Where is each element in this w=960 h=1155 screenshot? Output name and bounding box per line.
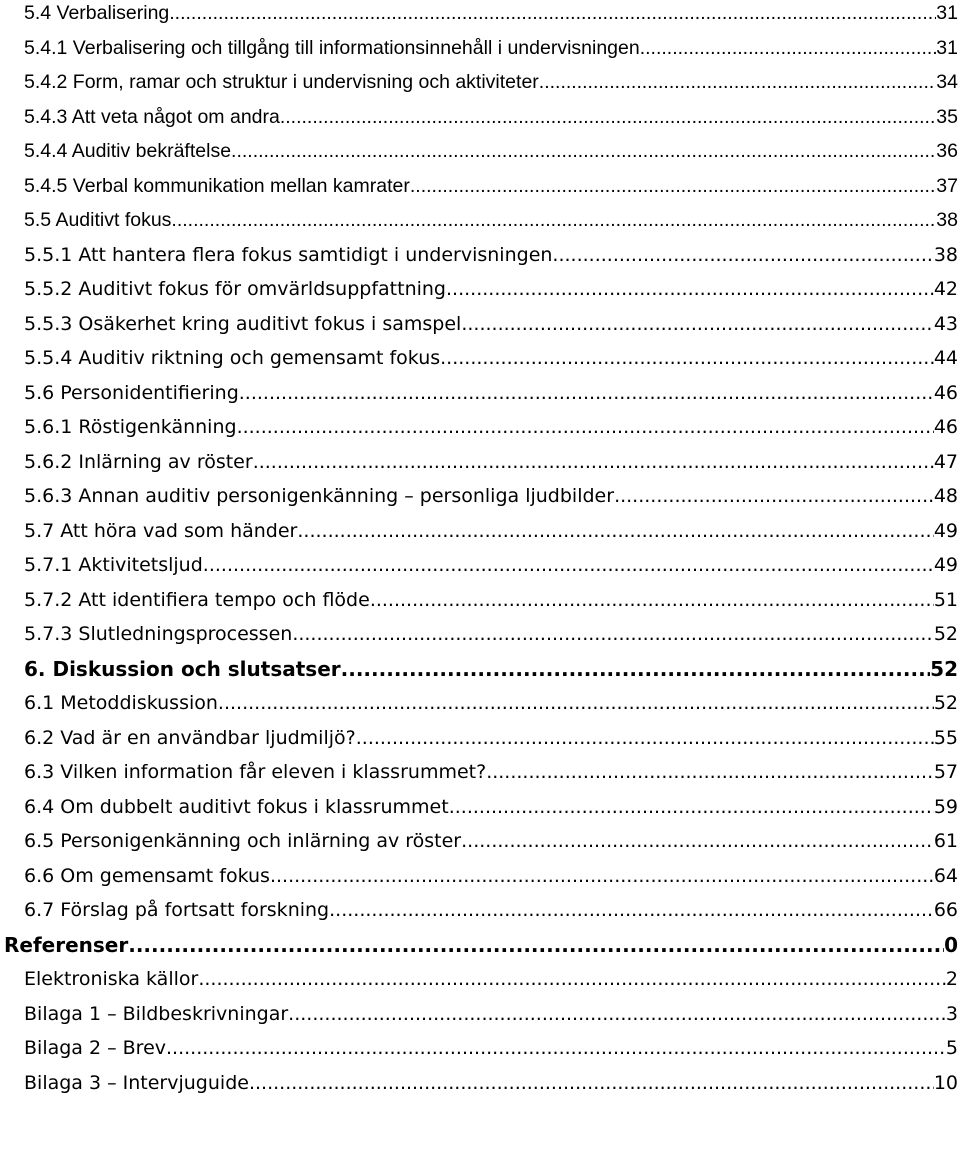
toc-entry[interactable]	[24, 449, 958, 475]
toc-entry[interactable]	[24, 656, 958, 682]
dot-leader	[440, 345, 934, 371]
toc-entry-page-number: 38	[936, 209, 958, 231]
toc-entry[interactable]	[24, 1035, 958, 1061]
dot-leader	[449, 794, 934, 820]
dot-leader	[270, 863, 934, 889]
toc-entry-page-number: 64	[933, 864, 958, 887]
toc-entry-title: 5.5 Auditivt fokus	[24, 209, 172, 231]
dot-leader	[461, 311, 933, 337]
toc-entry-page-number: 52	[933, 692, 958, 714]
toc-entry-page-number: 55	[933, 726, 958, 749]
toc-entry-page-number: 59	[933, 795, 958, 818]
toc-entry-title: 6.3 Vilken information får eleven i klassrummet?	[24, 761, 487, 783]
toc-entry-page-number: 44	[933, 347, 958, 369]
toc-entry-page-number: 31	[936, 2, 958, 24]
toc-entry-title: 5.4.3 Att veta något om andra	[24, 105, 280, 128]
toc-entry-title: 5.5.1 Att hantera flera fokus samtidigt i undervisningen	[24, 243, 553, 266]
toc-entry[interactable]	[24, 552, 958, 578]
toc-entry[interactable]	[24, 242, 958, 268]
toc-entry-page-number: 51	[933, 588, 958, 611]
toc-entry-page-number: 52	[933, 623, 958, 645]
toc-entry-title: 6.6 Om gemensamt fokus	[24, 864, 270, 887]
dot-leader	[539, 69, 937, 95]
toc-entry-title: 5.6.3 Annan auditiv personigenkänning – personliga ljudbilder	[24, 485, 615, 507]
toc-entry-page-number: 46	[933, 381, 958, 404]
toc-entry-title: 5.4.1 Verbalisering och tillgång till informationsinnehåll i undervisningen	[24, 36, 640, 59]
dot-leader	[614, 483, 934, 509]
toc-entry[interactable]	[24, 311, 958, 337]
toc-entry-title: 5.5.2 Auditivt fokus för omvärldsuppfattning	[24, 278, 446, 300]
toc-entry-title: 5.6 Personidentifiering	[24, 381, 239, 404]
dot-leader	[280, 104, 936, 130]
toc-entry[interactable]	[24, 759, 958, 785]
toc-entry-title: 5.4.5 Verbal kommunikation mellan kamrater	[24, 174, 410, 197]
toc-entry-title: 5.5.4 Auditiv riktning och gemensamt fokus	[24, 347, 441, 369]
toc-entry[interactable]	[24, 380, 958, 406]
toc-entry-title: Bilaga 2 – Brev	[24, 1037, 167, 1059]
toc-entry-page-number: 31	[936, 36, 958, 59]
toc-entry-title: 6.7 Förslag på fortsatt forskning	[24, 899, 330, 921]
toc-entry-page-number: 5	[945, 1037, 958, 1059]
toc-entry[interactable]	[24, 794, 958, 820]
toc-entry-page-number: 57	[933, 761, 958, 783]
toc-entry[interactable]	[24, 828, 958, 854]
dot-leader	[297, 518, 933, 544]
toc-entry[interactable]	[24, 138, 958, 164]
toc-entry-page-number: 35	[936, 105, 958, 128]
toc-entry[interactable]	[24, 414, 958, 440]
toc-entry-title: 5.6.2 Inlärning av röster	[24, 450, 253, 473]
toc-entry[interactable]	[24, 173, 958, 199]
dot-leader	[218, 690, 934, 716]
toc-entry-title: 5.5.3 Osäkerhet kring auditivt fokus i samspel	[24, 312, 462, 335]
toc-entry[interactable]	[24, 587, 958, 613]
toc-entry[interactable]	[24, 966, 958, 992]
toc-entry-page-number: 3	[945, 1002, 958, 1025]
dot-leader	[198, 966, 946, 992]
toc-entry[interactable]	[24, 207, 958, 233]
toc-entry[interactable]	[24, 1001, 958, 1027]
toc-entry-title: Referenser	[4, 932, 129, 957]
dot-leader	[461, 828, 934, 854]
toc-entry-title: 6.5 Personigenkänning och inlärning av röster	[24, 830, 462, 852]
toc-entry-page-number: 49	[933, 554, 958, 576]
toc-entry-page-number: 0	[944, 932, 958, 957]
toc-entry-title: Elektroniska källor	[24, 968, 199, 990]
toc-entry[interactable]	[24, 863, 958, 889]
toc-entry-title: 5.4.4 Auditiv bekräftelse	[24, 140, 232, 162]
dot-leader	[356, 725, 934, 751]
toc-entry-title: 6.1 Metoddiskussion	[24, 692, 218, 714]
dot-leader	[231, 138, 936, 164]
dot-leader	[239, 380, 934, 406]
toc-entry-title: 5.7.3 Slutledningsprocessen	[24, 623, 293, 645]
toc-entry[interactable]	[24, 35, 958, 61]
toc-entry-page-number: 10	[933, 1071, 958, 1094]
toc-entry-page-number: 52	[930, 656, 958, 681]
toc-entry-title: 5.7.2 Att identifiera tempo och flöde	[24, 588, 370, 611]
toc-entry-page-number: 36	[936, 140, 958, 162]
toc-entry-page-number: 66	[933, 899, 958, 921]
dot-leader	[410, 173, 936, 199]
toc-entry[interactable]	[24, 69, 958, 95]
dot-leader	[640, 35, 937, 61]
toc-entry-title: 6.2 Vad är en användbar ljudmiljö?	[24, 726, 356, 749]
toc-entry[interactable]	[24, 690, 958, 716]
toc-entry[interactable]	[24, 897, 958, 923]
dot-leader	[128, 932, 944, 958]
toc-entry[interactable]	[24, 345, 958, 371]
toc-entry-page-number: 47	[933, 450, 958, 473]
dot-leader	[166, 1035, 946, 1061]
dot-leader	[329, 897, 934, 923]
toc-entry-page-number: 43	[933, 312, 958, 335]
dot-leader	[552, 242, 933, 268]
toc-entry-title: 5.7 Att höra vad som händer	[24, 519, 298, 542]
dot-leader	[249, 1070, 934, 1096]
toc-entry-page-number: 49	[933, 519, 958, 542]
toc-entry-page-number: 46	[933, 416, 958, 438]
toc-entry[interactable]	[24, 518, 958, 544]
toc-entry-title: 6. Diskussion och slutsatser	[24, 656, 341, 681]
toc-entry-title: Bilaga 1 – Bildbeskrivningar	[24, 1002, 289, 1025]
toc-entry-page-number: 38	[933, 243, 958, 266]
dot-leader	[486, 759, 934, 785]
toc-entry-title: 5.4 Verbalisering	[24, 2, 170, 24]
toc-entry[interactable]	[24, 1070, 958, 1096]
dot-leader	[253, 449, 934, 475]
dot-leader	[292, 621, 934, 647]
toc-entry-page-number: 61	[933, 830, 958, 852]
toc-entry-title: 5.4.2 Form, ramar och struktur i undervisning och aktiviteter	[24, 71, 539, 93]
toc-entry[interactable]	[24, 276, 958, 302]
dot-leader	[203, 552, 934, 578]
toc-entry[interactable]	[24, 621, 958, 647]
dot-leader	[171, 207, 936, 233]
toc-entry-title: Bilaga 3 – Intervjuguide	[24, 1071, 249, 1094]
toc-entry[interactable]	[24, 0, 958, 26]
toc-entry-title: 5.7.1 Aktivitetsljud	[24, 554, 203, 576]
toc-entry-page-number: 37	[936, 174, 958, 197]
toc-entry-page-number: 42	[933, 278, 958, 300]
dot-leader	[370, 587, 934, 613]
toc-entry[interactable]	[24, 104, 958, 130]
toc-entry-page-number: 34	[936, 71, 958, 93]
toc-entry-page-number: 2	[945, 968, 958, 990]
toc-entry[interactable]	[4, 932, 958, 958]
dot-leader	[446, 276, 934, 302]
dot-leader	[288, 1001, 946, 1027]
toc-entry-page-number: 48	[933, 485, 958, 507]
toc-entry[interactable]	[24, 725, 958, 751]
dot-leader	[341, 656, 931, 682]
toc-entry-title: 5.6.1 Röstigenkänning	[24, 416, 237, 438]
toc-entry-title: 6.4 Om dubbelt auditivt fokus i klassrummet	[24, 795, 449, 818]
toc-entry[interactable]	[24, 483, 958, 509]
dot-leader	[237, 414, 934, 440]
dot-leader	[169, 0, 936, 26]
